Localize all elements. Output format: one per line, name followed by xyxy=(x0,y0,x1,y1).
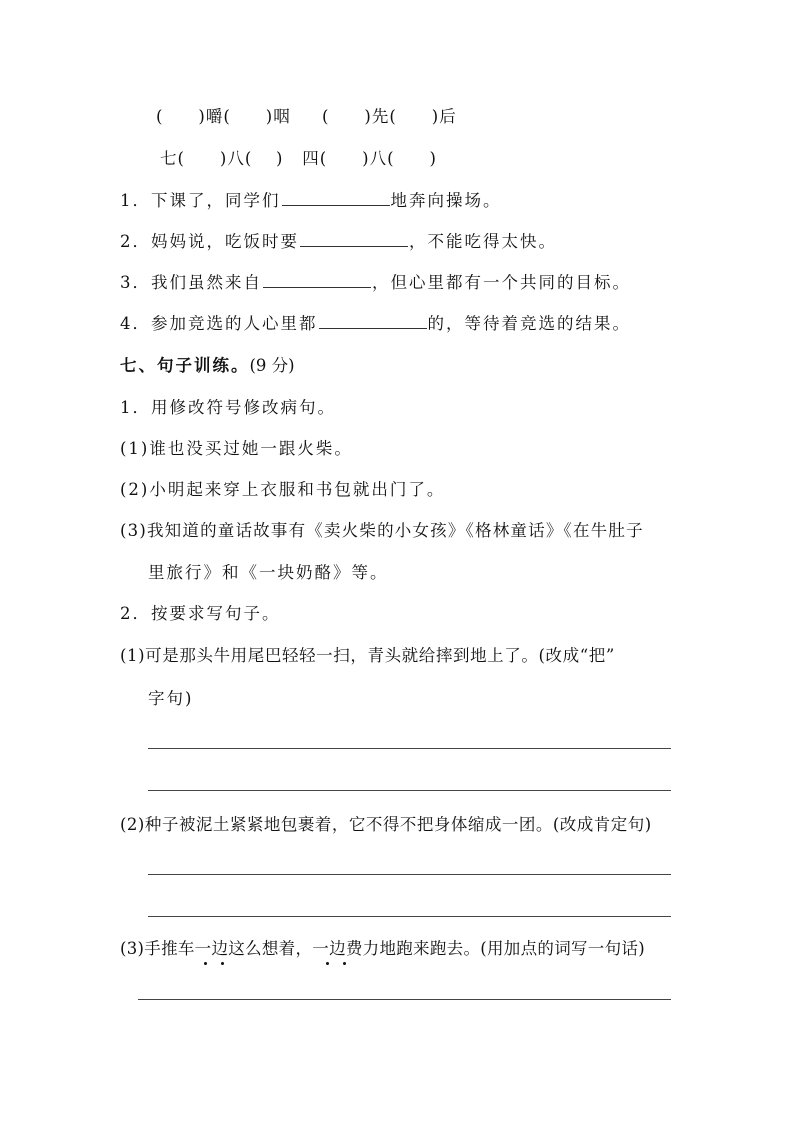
fill-item-number: 1． xyxy=(120,191,151,210)
fill-item-number: 3． xyxy=(120,273,151,292)
pinyin-pair-xianhou: ( )先( )后 xyxy=(321,107,457,126)
question-2-sentence-2: (2)种子被泥土紧紧地包裹着，它不得不把身体缩成一团。(改成肯定句) xyxy=(120,815,652,834)
answer-blank[interactable] xyxy=(282,191,390,206)
emphasis-dot xyxy=(343,962,346,965)
pinyin-row-1 xyxy=(156,106,457,128)
question-1-sentence-2: (2)小明起来穿上衣服和书包就出门了。 xyxy=(120,480,446,499)
question-1-label: 1．用修改符号修改病句。 xyxy=(120,398,336,417)
question-2-label: 2．按要求写句子。 xyxy=(120,604,281,623)
section-title: 七、句子训练。 xyxy=(120,356,250,375)
fill-item-text-after: ，但心里都有一个共同的目标。 xyxy=(372,273,631,292)
fill-item-text-before: 下课了，同学们 xyxy=(151,191,281,210)
fill-item-3 xyxy=(120,272,631,294)
fill-item-number: 4． xyxy=(120,314,151,333)
fill-item-4 xyxy=(120,313,631,335)
emphasis-dot xyxy=(204,962,207,965)
answer-line[interactable] xyxy=(148,790,671,791)
answer-blank[interactable] xyxy=(319,314,427,329)
answer-blank[interactable] xyxy=(300,232,408,247)
pinyin-row-2 xyxy=(160,148,437,170)
question-2-sentence-1-cont: 字句) xyxy=(148,689,194,708)
fill-item-text-after: 的，等待着竞选的结果。 xyxy=(427,314,631,333)
answer-line[interactable] xyxy=(148,874,671,875)
pinyin-pair-yanyan: ( )嚼( )咽 xyxy=(156,107,291,126)
section-heading xyxy=(120,355,295,377)
answer-line[interactable] xyxy=(148,916,671,917)
question-2-sentence-3: (3)手推车一边这么想着，一边费力地跑来跑去。(用加点的词写一句话) xyxy=(120,939,645,958)
emphasis-dot xyxy=(221,962,224,965)
answer-line[interactable] xyxy=(138,999,671,1000)
pinyin-pair-sibazi: 四( )八( ) xyxy=(302,149,437,168)
fill-item-1 xyxy=(120,190,502,212)
section-score: (9 分) xyxy=(249,356,295,375)
answer-blank[interactable] xyxy=(263,273,371,288)
question-1-sentence-1: (1)谁也没买过她一跟火柴。 xyxy=(120,439,353,458)
fill-item-text-before: 妈妈说，吃饭时要 xyxy=(151,232,299,251)
emphasis-dot xyxy=(326,962,329,965)
question-1-sentence-3: (3)我知道的童话故事有《卖火柴的小女孩》《格林童话》《在牛肚子 xyxy=(120,521,644,540)
fill-item-text-before: 参加竞选的人心里都 xyxy=(151,314,318,333)
fill-item-text-before: 我们虽然来自 xyxy=(151,273,262,292)
question-2-sentence-1: (1)可是那头牛用尾巴轻轻一扫，青头就给摔到地上了。(改成“把” xyxy=(120,646,615,665)
answer-line[interactable] xyxy=(148,748,671,749)
fill-item-text-after: 地奔向操场。 xyxy=(390,191,502,210)
fill-item-2 xyxy=(120,231,557,253)
fill-item-text-after: ，不能吃得太快。 xyxy=(409,232,557,251)
question-1-sentence-3-cont: 里旅行》和《一块奶酪》等。 xyxy=(148,563,389,582)
pinyin-pair-qibazi: 七( )八( ) xyxy=(160,149,284,168)
fill-item-number: 2． xyxy=(120,232,151,251)
